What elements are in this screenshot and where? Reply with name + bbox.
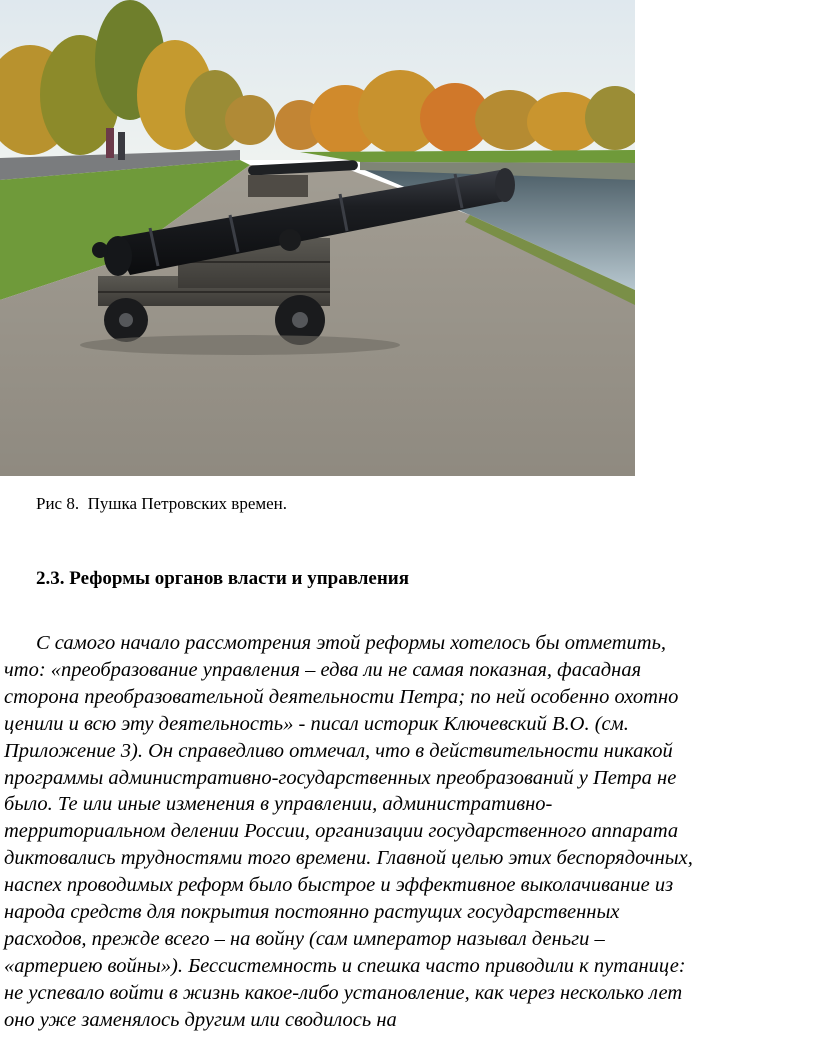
paragraph-line: диктовались трудностями того времени. Главной целью этих беспорядочных,: [4, 847, 693, 870]
paragraph-line: народа средств для покрытия постоянно растущих государственных: [4, 901, 620, 924]
figure-caption: Рис 8. Пушка Петровских времен.: [36, 494, 288, 513]
paragraph-line: оно уже заменялось другим или сводилось на: [4, 1008, 397, 1031]
paragraph-line: Приложение 3). Он справедливо отмечал, что в действительности никакой: [4, 739, 673, 762]
paragraph-line: сторона преобразовательной деятельности Петра; по ней особенно охотно: [4, 685, 679, 708]
paragraph-line: было. Те или иные изменения в управлении, административно-: [4, 793, 553, 816]
body-paragraph: [4, 630, 804, 1034]
paragraph-line: что: «преобразование управления – едва ли не самая показная, фасадная: [4, 658, 642, 681]
paragraph-line: ценили и всю эту деятельность» - писал историк Ключевский В.О. (см.: [4, 712, 629, 735]
paragraph-line: не успевало войти в жизнь какое-либо установление, как через несколько лет: [4, 981, 683, 1004]
section-heading: 2.3. Реформы органов власти и управления: [36, 568, 410, 589]
cannon-photo: [0, 0, 635, 476]
paragraph-line: территориальном делении России, организации государственного аппарата: [4, 820, 679, 843]
paragraph-line: С самого начало рассмотрения этой реформы хотелось бы отметить,: [36, 632, 667, 654]
paragraph-line: «артериею войны»). Бессистемность и спешка часто приводили к путанице:: [4, 954, 686, 977]
paragraph-line: наспех проводимых реформ было быстрое и эффективное выколачивание из: [4, 874, 674, 897]
paragraph-line: программы административно-государственных преобразований у Петра не: [4, 766, 677, 789]
paragraph-line: расходов, прежде всего – на войну (сам император называл деньги –: [4, 927, 605, 950]
